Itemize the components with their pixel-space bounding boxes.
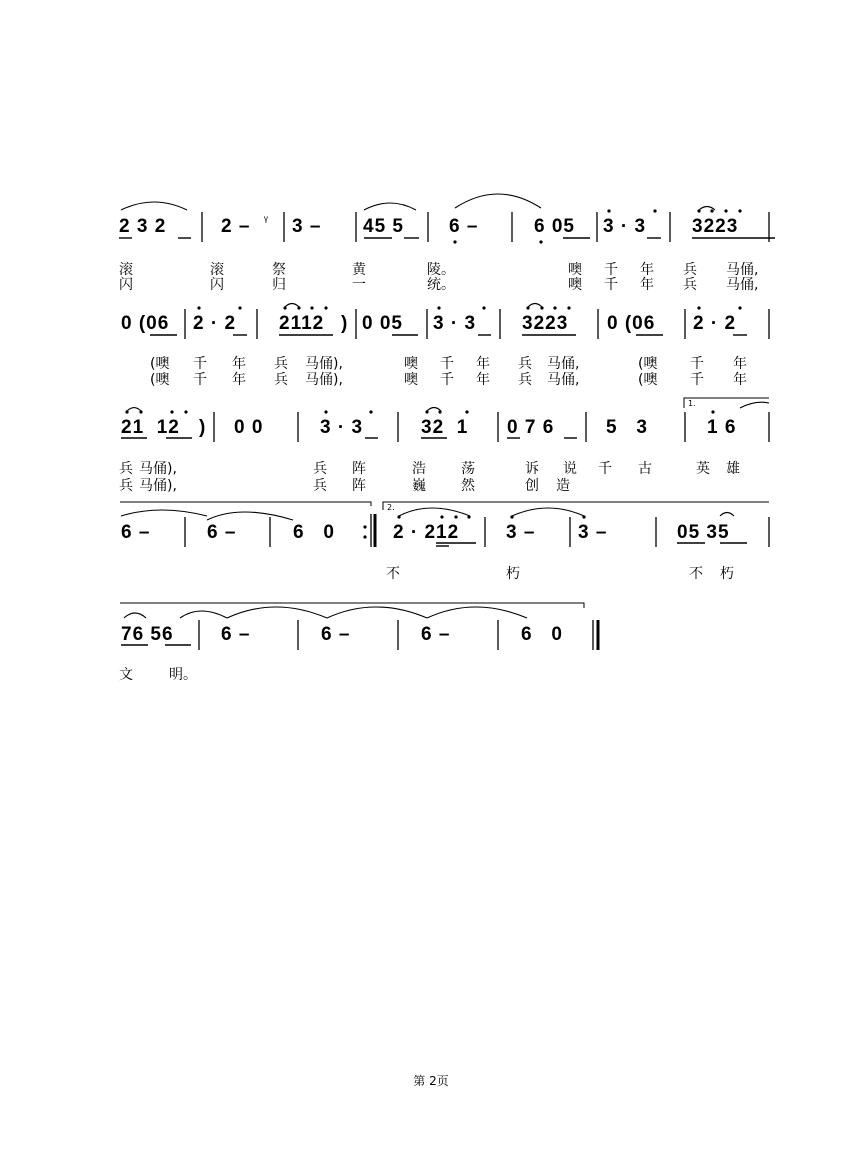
lyric: 说	[563, 461, 577, 477]
lyric: 滚	[119, 262, 133, 278]
lyric: 兵	[518, 372, 532, 388]
lyric: 年	[232, 356, 246, 372]
lyric: 马俑,	[547, 372, 580, 388]
slur	[327, 607, 427, 618]
note-group: 6 05	[534, 216, 575, 237]
slur	[285, 304, 299, 308]
lyric: 噢	[404, 356, 418, 372]
lyric: 统。	[427, 277, 455, 293]
note-group: 6 0	[521, 624, 563, 645]
lyric: 千	[604, 277, 618, 293]
barlines	[185, 212, 769, 650]
lyric: 兵	[313, 478, 327, 494]
slur	[180, 611, 227, 618]
high-octave-dot	[738, 209, 741, 212]
note-group: 0 (06	[607, 313, 656, 334]
slur	[740, 402, 769, 408]
repeat-dot	[363, 535, 366, 538]
note-group: 45 5	[363, 216, 404, 237]
high-octave-dot	[607, 209, 610, 212]
lyric: (噢	[150, 356, 170, 372]
high-octave-dot	[184, 410, 187, 413]
lyric: (噢	[150, 372, 170, 388]
lyric: 创	[525, 478, 539, 494]
slur	[427, 607, 527, 618]
lyric: 诉	[525, 461, 539, 477]
lyric: 朽	[720, 566, 734, 582]
lyric: 闪	[210, 277, 224, 293]
slur	[528, 304, 542, 308]
note-group: 6 –	[421, 624, 451, 645]
note-group: 3 · 3	[320, 417, 364, 438]
note-group: 6 –	[221, 624, 251, 645]
note-group: 6 –	[321, 624, 351, 645]
lyric: 一	[352, 277, 366, 293]
volta-2-cont	[120, 603, 584, 608]
note-group: 05 35	[677, 522, 730, 543]
lyric: 年	[476, 372, 490, 388]
high-octave-dot	[738, 306, 741, 309]
high-octave-dot	[310, 306, 313, 309]
lyric: 年	[640, 262, 654, 278]
slur	[124, 613, 146, 618]
lyric: 马俑),	[305, 356, 343, 372]
lyric: 千	[604, 262, 618, 278]
low-octave-dot	[453, 240, 456, 243]
lyric: 兵	[274, 356, 288, 372]
slur	[121, 510, 207, 516]
high-octave-dot	[170, 410, 173, 413]
lyric: 千	[193, 356, 207, 372]
high-octave-dot	[697, 306, 700, 309]
note-group: 6 0	[293, 522, 335, 543]
note-group: 0 0	[234, 417, 264, 438]
lyric: 噢	[404, 372, 418, 388]
slur	[364, 203, 416, 210]
lyric: 年	[232, 372, 246, 388]
high-octave-dot	[197, 306, 200, 309]
slur	[699, 207, 715, 211]
lyric: 兵	[119, 461, 133, 477]
lyric: 古	[638, 461, 652, 477]
lyric: 巍	[412, 478, 426, 494]
lyric: 兵	[313, 461, 327, 477]
lyric: 年	[733, 356, 747, 372]
note-group: 0 7 6	[507, 417, 555, 438]
lyric: 千	[690, 372, 704, 388]
note-group: 6 –	[121, 522, 151, 543]
slurs	[121, 194, 769, 618]
low-octave-dot	[539, 240, 542, 243]
note-group: 3 –	[578, 522, 608, 543]
note-group: 6 –	[449, 216, 479, 237]
slur	[512, 508, 584, 516]
slur	[227, 607, 327, 618]
note-group: 1 6	[707, 417, 737, 438]
lyric: 文	[119, 667, 133, 683]
lyric: (噢	[638, 356, 658, 372]
lyric: 年	[640, 277, 654, 293]
high-octave-dot	[724, 209, 727, 212]
high-octave-dot	[710, 209, 713, 212]
lyric: 朽	[506, 566, 520, 582]
volta-brackets	[120, 398, 769, 608]
lyric: 兵	[274, 372, 288, 388]
high-octave-dot	[238, 306, 241, 309]
lyric: 马俑),	[139, 461, 177, 477]
high-octave-dot	[324, 306, 327, 309]
note-group: 2 · 212	[393, 522, 460, 543]
lyric: 浩	[412, 461, 426, 477]
lyric: 归	[272, 277, 286, 293]
note-group: 2 · 2	[193, 313, 237, 334]
breath-mark: ᵞ	[264, 213, 269, 227]
volta-1-cont	[120, 502, 371, 506]
lyric: 千	[193, 372, 207, 388]
lyric: 兵	[518, 356, 532, 372]
high-octave-dot	[482, 306, 485, 309]
volta-1-label: 1.	[688, 399, 696, 408]
high-octave-dot	[440, 515, 443, 518]
repeat-dots	[363, 525, 366, 538]
lyric: 不	[386, 566, 400, 582]
slur	[207, 512, 293, 520]
note-group: 2112	[279, 313, 325, 334]
volta-2-label: 2.	[387, 503, 395, 512]
note-group: 3223	[522, 313, 569, 334]
page-number: 第 2页	[413, 1074, 449, 1088]
lyric: 兵	[683, 277, 697, 293]
high-octave-dot	[437, 306, 440, 309]
slur	[455, 194, 541, 208]
high-octave-dot	[567, 306, 570, 309]
rhythm-underlines	[119, 238, 775, 645]
note-group: 3223	[692, 216, 739, 237]
lyric: (噢	[638, 372, 658, 388]
lyric: 年	[476, 356, 490, 372]
lyric: 然	[461, 478, 475, 494]
note-group: 3 · 3	[603, 216, 647, 237]
lyric: 明。	[169, 667, 197, 683]
slur	[720, 513, 734, 517]
note-group: 0 (06	[121, 313, 170, 334]
lyric: 陵。	[427, 262, 455, 278]
lyric: 马俑,	[726, 277, 759, 293]
lyric: 年	[733, 372, 747, 388]
slur	[121, 202, 187, 210]
lyric: 荡	[461, 461, 475, 477]
lyric: 噢	[568, 262, 582, 278]
note-group: 32 1	[421, 417, 469, 438]
lyric: 千	[690, 356, 704, 372]
lyric: 马俑),	[305, 372, 343, 388]
high-octave-dot	[553, 306, 556, 309]
lyric: 造	[556, 478, 570, 494]
lyric: 不	[689, 566, 703, 582]
slur	[399, 508, 470, 516]
high-octave-dot	[324, 410, 327, 413]
lyric: 闪	[119, 277, 133, 293]
lyric: 千	[598, 461, 612, 477]
note-group: 21 12	[121, 417, 180, 438]
lyric: 祭	[272, 262, 286, 278]
lyric: 马俑),	[139, 478, 177, 494]
note-group: 2 · 2	[693, 313, 737, 334]
note-group: 76 56	[121, 624, 174, 645]
slur	[127, 408, 141, 412]
lyric: 阵	[352, 478, 366, 494]
note-group: 3 · 3	[433, 313, 477, 334]
note-group: 6 –	[207, 522, 237, 543]
slur	[427, 408, 441, 412]
repeat-dot	[363, 525, 366, 528]
lyric: 马俑,	[726, 262, 759, 278]
lyric: 黄	[352, 262, 366, 278]
lyric: 千	[440, 356, 454, 372]
high-octave-dot	[454, 515, 457, 518]
lyric: 马俑,	[547, 356, 580, 372]
note-group: 2 3 2	[119, 216, 167, 237]
note-group: )	[199, 417, 207, 438]
lyric: 千	[440, 372, 454, 388]
lyric: 兵	[683, 262, 697, 278]
high-octave-dot	[369, 410, 372, 413]
lyric: 滚	[210, 262, 224, 278]
lyric: 雄	[726, 461, 740, 477]
high-octave-dot	[653, 209, 656, 212]
high-octave-dot	[465, 410, 468, 413]
high-octave-dot	[711, 410, 714, 413]
note-group: 0 05	[362, 313, 403, 334]
lyric: 兵	[119, 478, 133, 494]
lyric: 噢	[568, 277, 582, 293]
note-group: 2 –	[221, 216, 251, 237]
note-group: 3 –	[292, 216, 322, 237]
octave-dots	[125, 209, 741, 518]
note-group: 5 3	[606, 417, 648, 438]
note-group: 3 –	[506, 522, 536, 543]
lyric: 阵	[352, 461, 366, 477]
lyric: 英	[696, 461, 710, 477]
note-group: )	[341, 313, 349, 334]
